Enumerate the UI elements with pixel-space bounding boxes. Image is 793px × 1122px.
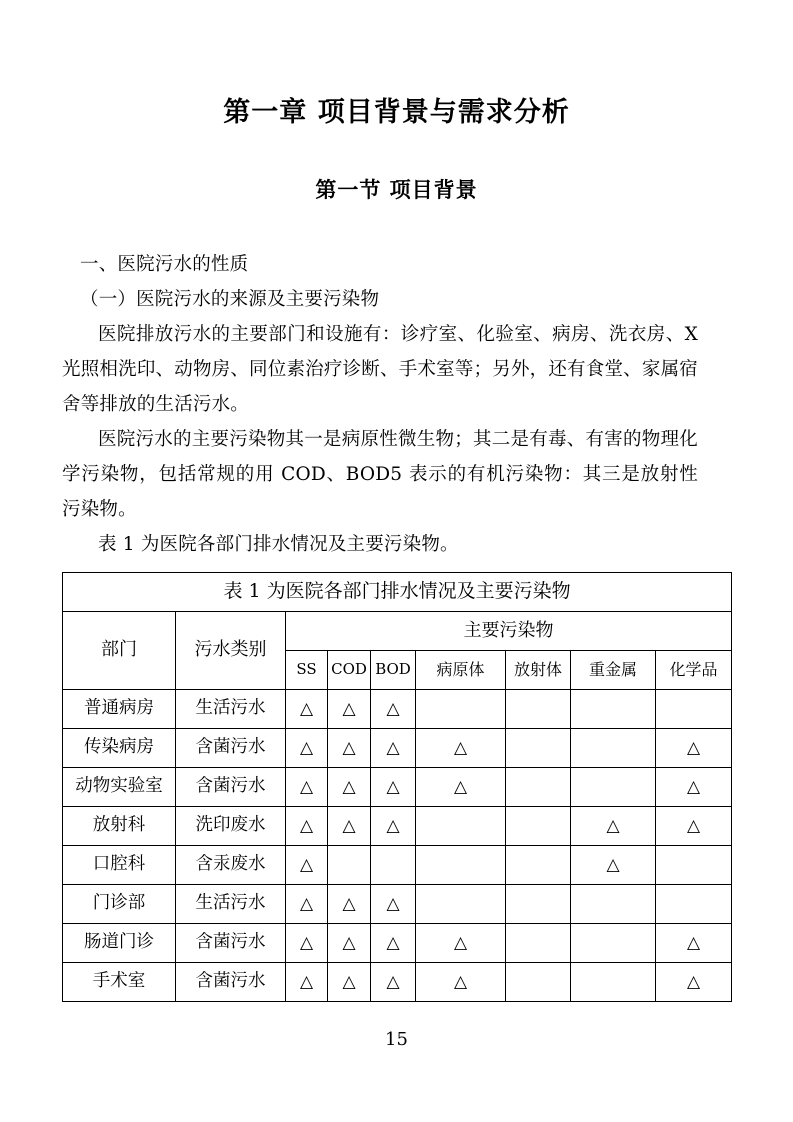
cell-pollutant-mark (286, 689, 328, 728)
cell-pollutant-mark (416, 845, 506, 884)
cell-pollutant-mark (286, 923, 328, 962)
cell-pollutant-mark (286, 806, 328, 845)
triangle-mark-icon: △ (386, 893, 400, 914)
paragraph: 表 1 为医院各部门排水情况及主要污染物。 (98, 533, 459, 555)
triangle-mark-icon: △ (299, 776, 314, 797)
cell-pollutant-mark (571, 962, 656, 1001)
table-row (63, 728, 732, 767)
cell-pollutant-mark (656, 884, 732, 923)
cell-pollutant-mark (506, 767, 571, 806)
cell-pollutant-mark (286, 845, 328, 884)
cell-wastewater-type: 生活污水 (176, 689, 286, 728)
cell-pollutant-mark (371, 728, 416, 767)
column-header-cod: COD (328, 650, 371, 689)
cell-pollutant-mark (656, 767, 732, 806)
triangle-mark-icon: △ (386, 737, 400, 758)
triangle-mark-icon: △ (299, 698, 314, 719)
triangle-mark-icon: △ (386, 932, 400, 953)
cell-pollutant-mark (328, 962, 371, 1001)
cell-pollutant-mark (371, 806, 416, 845)
table-row (63, 845, 732, 884)
triangle-mark-icon: △ (453, 776, 468, 797)
triangle-mark-icon: △ (342, 893, 356, 914)
triangle-mark-icon: △ (299, 893, 314, 914)
triangle-mark-icon: △ (687, 971, 701, 992)
paragraph: （一）医院污水的来源及主要污染物 (80, 288, 380, 310)
table-body (63, 572, 732, 1001)
triangle-mark-icon: △ (386, 776, 400, 797)
cell-pollutant-mark (328, 767, 371, 806)
cell-department: 放射科 (63, 806, 176, 845)
cell-pollutant-mark (571, 845, 656, 884)
cell-wastewater-type: 含菌污水 (176, 767, 286, 806)
chapter-title: 第一章 项目背景与需求分析 (223, 97, 570, 128)
triangle-mark-icon: △ (386, 815, 400, 836)
column-header-ss: SS (286, 650, 328, 689)
table-row (63, 689, 732, 728)
table-caption-row (63, 572, 732, 611)
cell-pollutant-mark (371, 884, 416, 923)
column-header-dept: 部门 (63, 611, 176, 689)
cell-department: 普通病房 (63, 689, 176, 728)
cell-pollutant-mark (571, 884, 656, 923)
cell-pollutant-mark (506, 689, 571, 728)
pollutant-table (62, 572, 732, 1002)
cell-pollutant-mark (656, 845, 732, 884)
cell-pollutant-mark (286, 767, 328, 806)
paragraph: 医院污水的主要污染物其一是病原性微生物；其二是有毒、有害的物理化学污染物，包括常规的用 COD、BOD5 表示的有机污染物：其三是放射性污染物。 (62, 428, 698, 520)
cell-pollutant-mark (571, 923, 656, 962)
cell-pollutant-mark (328, 806, 371, 845)
cell-pollutant-mark (371, 689, 416, 728)
cell-wastewater-type: 含汞废水 (176, 845, 286, 884)
cell-pollutant-mark (286, 728, 328, 767)
cell-pollutant-mark (371, 845, 416, 884)
cell-pollutant-mark (656, 728, 732, 767)
paragraph: 一、医院污水的性质 (80, 253, 249, 275)
cell-pollutant-mark (328, 689, 371, 728)
cell-pollutant-mark (571, 767, 656, 806)
triangle-mark-icon: △ (687, 815, 701, 836)
cell-department: 肠道门诊 (63, 923, 176, 962)
cell-pollutant-mark (416, 767, 506, 806)
triangle-mark-icon: △ (453, 737, 468, 758)
triangle-mark-icon: △ (606, 815, 620, 836)
section-title: 第一节 项目背景 (315, 177, 478, 203)
triangle-mark-icon: △ (342, 932, 356, 953)
cell-pollutant-mark (371, 923, 416, 962)
triangle-mark-icon: △ (342, 698, 356, 719)
triangle-mark-icon: △ (299, 854, 314, 875)
cell-pollutant-mark (571, 689, 656, 728)
cell-pollutant-mark (506, 884, 571, 923)
cell-pollutant-mark (286, 962, 328, 1001)
cell-pollutant-mark (416, 923, 506, 962)
cell-pollutant-mark (656, 806, 732, 845)
cell-pollutant-mark (416, 728, 506, 767)
table-row (63, 767, 732, 806)
triangle-mark-icon: △ (342, 737, 356, 758)
table-container (0, 562, 793, 1002)
cell-pollutant-mark (656, 923, 732, 962)
cell-pollutant-mark (328, 845, 371, 884)
cell-pollutant-mark (328, 923, 371, 962)
cell-department: 传染病房 (63, 728, 176, 767)
cell-pollutant-mark (371, 962, 416, 1001)
body-text (0, 203, 793, 562)
triangle-mark-icon: △ (299, 932, 314, 953)
column-header-type: 污水类别 (176, 611, 286, 689)
cell-wastewater-type: 洗印废水 (176, 806, 286, 845)
cell-department: 动物实验室 (63, 767, 176, 806)
page-number: 15 (385, 1029, 408, 1050)
cell-pollutant-mark (506, 962, 571, 1001)
column-group-header-pollutants: 主要污染物 (286, 611, 732, 650)
table-row (63, 923, 732, 962)
triangle-mark-icon: △ (299, 737, 314, 758)
column-header-bod: BOD (371, 650, 416, 689)
cell-pollutant-mark (571, 806, 656, 845)
cell-wastewater-type: 生活污水 (176, 884, 286, 923)
triangle-mark-icon: △ (606, 854, 620, 875)
table-row (63, 884, 732, 923)
triangle-mark-icon: △ (687, 776, 701, 797)
column-header-heavy-metal: 重金属 (571, 650, 656, 689)
cell-wastewater-type: 含菌污水 (176, 728, 286, 767)
cell-pollutant-mark (571, 728, 656, 767)
table-row (63, 806, 732, 845)
cell-pollutant-mark (328, 728, 371, 767)
triangle-mark-icon: △ (453, 932, 468, 953)
triangle-mark-icon: △ (342, 776, 356, 797)
cell-pollutant-mark (506, 806, 571, 845)
cell-wastewater-type: 含菌污水 (176, 962, 286, 1001)
cell-pollutant-mark (506, 923, 571, 962)
cell-department: 口腔科 (63, 845, 176, 884)
cell-pollutant-mark (371, 767, 416, 806)
cell-pollutant-mark (416, 806, 506, 845)
cell-pollutant-mark (328, 884, 371, 923)
triangle-mark-icon: △ (299, 971, 314, 992)
triangle-mark-icon: △ (687, 932, 701, 953)
triangle-mark-icon: △ (342, 815, 356, 836)
cell-pollutant-mark (506, 728, 571, 767)
triangle-mark-icon: △ (342, 971, 356, 992)
triangle-mark-icon: △ (386, 971, 400, 992)
cell-pollutant-mark (656, 962, 732, 1001)
column-header-chemical: 化学品 (656, 650, 732, 689)
table-row (63, 962, 732, 1001)
cell-pollutant-mark (286, 884, 328, 923)
cell-pollutant-mark (506, 845, 571, 884)
cell-department: 门诊部 (63, 884, 176, 923)
cell-wastewater-type: 含菌污水 (176, 923, 286, 962)
column-header-radioactive: 放射体 (506, 650, 571, 689)
table-caption: 表 1 为医院各部门排水情况及主要污染物 (63, 572, 732, 611)
triangle-mark-icon: △ (453, 971, 468, 992)
triangle-mark-icon: △ (386, 698, 400, 719)
cell-pollutant-mark (416, 962, 506, 1001)
cell-pollutant-mark (416, 689, 506, 728)
cell-pollutant-mark (416, 884, 506, 923)
cell-pollutant-mark (656, 689, 732, 728)
table-header-row-1 (63, 611, 732, 650)
triangle-mark-icon: △ (299, 815, 314, 836)
column-header-pathogen: 病原体 (416, 650, 506, 689)
paragraph: 医院排放污水的主要部门和设施有：诊疗室、化验室、病房、洗衣房、X 光照相洗印、动物房、同位素治疗诊断、手术室等；另外，还有食堂、家属宿舍等排放的生活污水。 (62, 323, 698, 415)
triangle-mark-icon: △ (687, 737, 701, 758)
cell-department: 手术室 (63, 962, 176, 1001)
